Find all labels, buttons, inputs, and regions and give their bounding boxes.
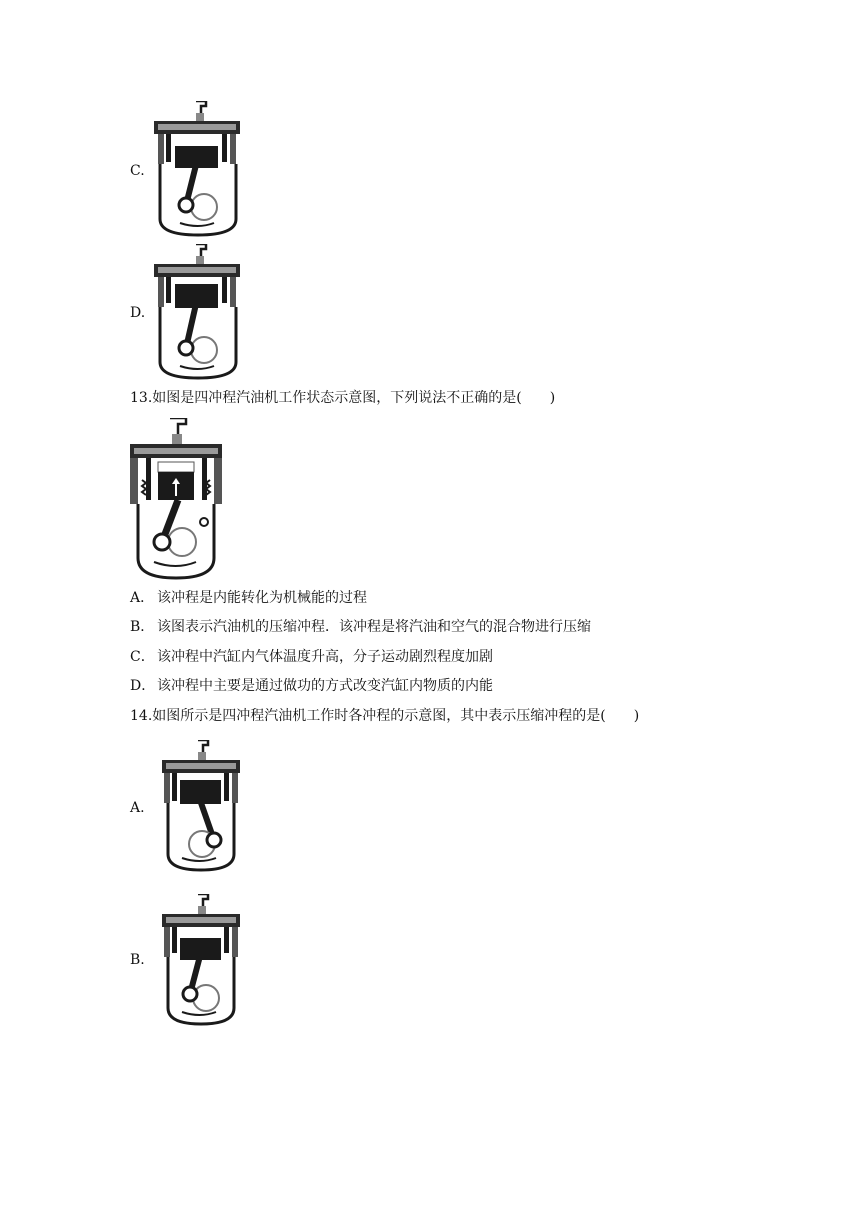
exhaust-valve <box>222 277 227 303</box>
intake-valve <box>142 458 151 500</box>
engine-diagram-q14-option-b <box>160 894 242 1026</box>
exhaust-valve <box>224 773 229 801</box>
crankcase <box>160 307 236 378</box>
question-13-stem: 13.如图是四冲程汽油机工作状态示意图，下列说法不正确的是( ) <box>130 390 556 406</box>
piston <box>175 146 218 168</box>
spark-plug-icon <box>170 418 186 446</box>
q13-choice-a <box>130 588 367 608</box>
engine-question-13-svg <box>128 418 224 580</box>
option-c-label: C. <box>130 163 145 179</box>
engine-option-c-svg <box>152 101 244 237</box>
choice-text: 该冲程中主要是通过做功的方式改变汽缸内物质的内能 <box>157 678 493 694</box>
spark-plug-icon <box>196 101 206 123</box>
crankshaft <box>191 194 217 220</box>
choice-text: 该图表示汽油机的压缩冲程．该冲程是将汽油和空气的混合物进行压缩 <box>157 619 591 635</box>
crankcase <box>168 803 234 870</box>
choice-letter: D． <box>130 678 156 694</box>
engine-diagram-question-13 <box>128 418 224 580</box>
engine-option-d-svg <box>152 244 244 380</box>
intake-valve <box>166 277 171 303</box>
choice-letter: C． <box>130 649 155 665</box>
crankcase <box>160 164 236 235</box>
crankshaft <box>191 337 217 363</box>
engine-diagram-option-d <box>152 244 244 380</box>
intake-valve <box>172 773 177 801</box>
choice-letter: A． <box>130 590 155 606</box>
exhaust-valve <box>222 134 227 162</box>
option-d-label: D. <box>130 305 146 321</box>
choice-letter: B． <box>130 619 155 635</box>
spark-plug-icon <box>198 740 208 762</box>
engine-q14-b-svg <box>160 894 242 1026</box>
choice-text: 该冲程中汽缸内气体温度升高，分子运动剧烈程度加剧 <box>157 649 493 665</box>
q14-option-b-label: B. <box>130 952 145 968</box>
question-14-stem: 14.如图所示是四冲程汽油机工作时各冲程的示意图，其中表示压缩冲程的是( ) <box>130 708 640 724</box>
intake-valve <box>172 927 177 953</box>
q13-choice-c <box>130 647 493 667</box>
intake-valve <box>166 134 171 162</box>
spark-plug-icon <box>196 244 206 266</box>
exhaust-valve <box>202 458 210 500</box>
choice-text: 该冲程是内能转化为机械能的过程 <box>157 590 367 606</box>
crankshaft <box>168 528 196 556</box>
compressed-gas <box>158 462 194 472</box>
exhaust-valve <box>224 927 229 953</box>
engine-diagram-option-c <box>152 101 244 237</box>
q13-choice-d <box>130 676 493 696</box>
q13-choice-b <box>130 617 591 637</box>
engine-q14-a-svg <box>160 740 242 872</box>
crankcase <box>168 957 234 1024</box>
engine-diagram-q14-option-a <box>160 740 242 872</box>
spark-plug-icon <box>198 894 208 916</box>
q14-option-a-label: A. <box>130 800 145 816</box>
